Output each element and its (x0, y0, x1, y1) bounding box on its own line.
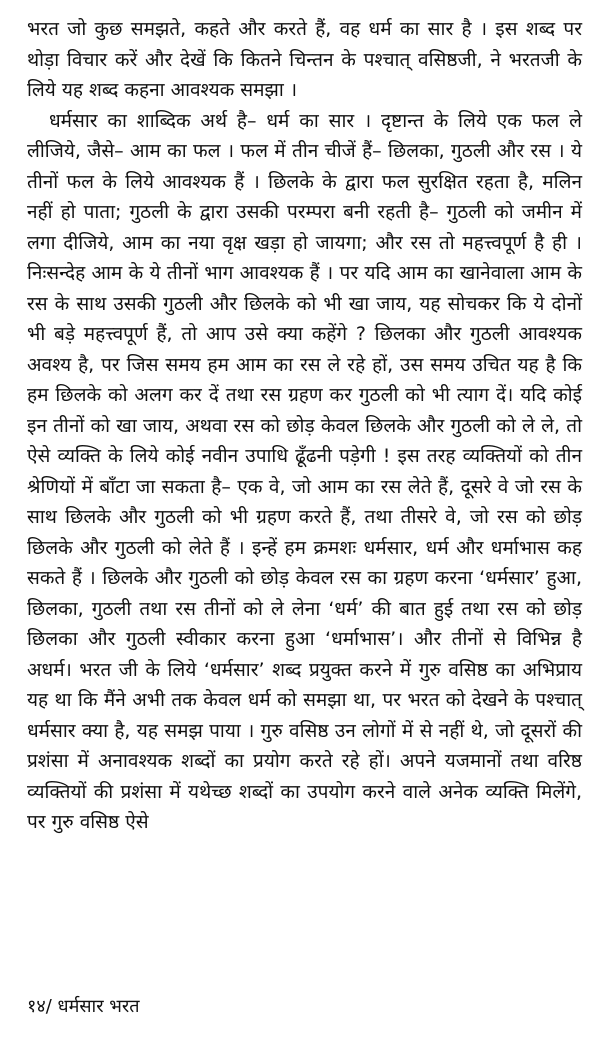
paragraph-dharmasar-meaning: धर्मसार का शाब्दिक अर्थ है– धर्म का सार । दृष्टान्त के लिये एक फल ले लीजिये, जैसे– आम का फल । फल में तीन चीजें हैं– छिलका, गुठली और रस । ये तीनों फल के लिये आवश्यक हैं । छिलके के द्वारा फल सुरक्षित रहता है, मलिन नहीं हो पाता; गुठली के द्वारा उसकी परम्परा बनी रहती है– गुठली को जमीन में लगा दीजिये, आम का नया वृक्ष खड़ा हो जायगा; और रस तो महत्त्वपूर्ण है ही । निःसन्देह आम के ये तीनों भाग आवश्यक हैं । पर यदि आम का खानेवाला आम के रस के साथ उसकी गुठली और छिलके को भी खा जाय, यह सोचकर कि ये दोनों भी बड़े महत्त्वपूर्ण हैं, तो आप उसे क्या कहेंगे ? छिलका और गुठली आवश्यक अवश्य है, पर जिस समय हम आम का रस ले रहे हों, उस समय उचित यह है कि हम छिलके को अलग कर दें तथा रस ग्रहण कर गुठली को भी त्याग दें। यदि कोई इन तीनों को खा जाय, अथवा रस को छोड़ केवल छिलके और गुठली को ले ले, तो ऐसे व्यक्ति के लिये कोई नवीन उपाधि ढूँढनी पड़ेगी ! इस तरह व्यक्तियों को तीन श्रेणियों में बाँटा जा सकता है– एक वे, जो आम का रस लेते हैं, दूसरे वे जो रस के साथ छिलके और गुठली को भी ग्रहण करते हैं, तथा तीसरे वे, जो रस को छोड़ छिलके और गुठली को लेते हैं । इन्हें हम क्रमशः धर्मसार, धर्म और धर्माभास कह सकते हैं । छिलके और गुठली को छोड़ केवल रस का ग्रहण करना ‘धर्मसार’ हुआ, छिलका, गुठली तथा रस तीनों को ले लेना ‘धर्म’ की बात हुई तथा रस को छोड़ छिलका और गुठली स्वीकार करना हुआ ‘धर्माभास’। और तीनों से विभिन्न है अधर्म। भरत जी के लिये ‘धर्मसार’ शब्द प्रयुक्त करने में गुरु वसिष्ठ का अभिप्राय यह था कि मैंने अभी तक केवल धर्म को समझा था, पर भरत को देखने के पश्चात् धर्मसार क्या है, यह समझ पाया । गुरु वसिष्ठ उन लोगों में से नहीं थे, जो दूसरों की प्रशंसा में अनावश्यक शब्दों का प्रयोग करते रहे हों। अपने यजमानों तथा वरिष्ठ व्यक्तियों की प्रशंसा में यथेच्छ शब्दों का उपयोग करने वाले अनेक व्यक्ति मिलेंगे, पर गुरु वसिष्ठ ऐसे (27, 109, 582, 833)
paragraph-continuation: भरत जो कुछ समझते, कहते और करते हैं, वह धर्म का सार है । इस शब्द पर थोड़ा विचार करें और देखें कि कितने चिन्तन के पश्चात् वसिष्ठजी, ने भरतजी के लिये यह शब्द कहना आवश्यक समझा । (27, 18, 582, 101)
page-number: १४/ (27, 996, 52, 1017)
running-title: धर्मसार भरत (57, 996, 140, 1017)
page-footer (27, 994, 140, 1020)
